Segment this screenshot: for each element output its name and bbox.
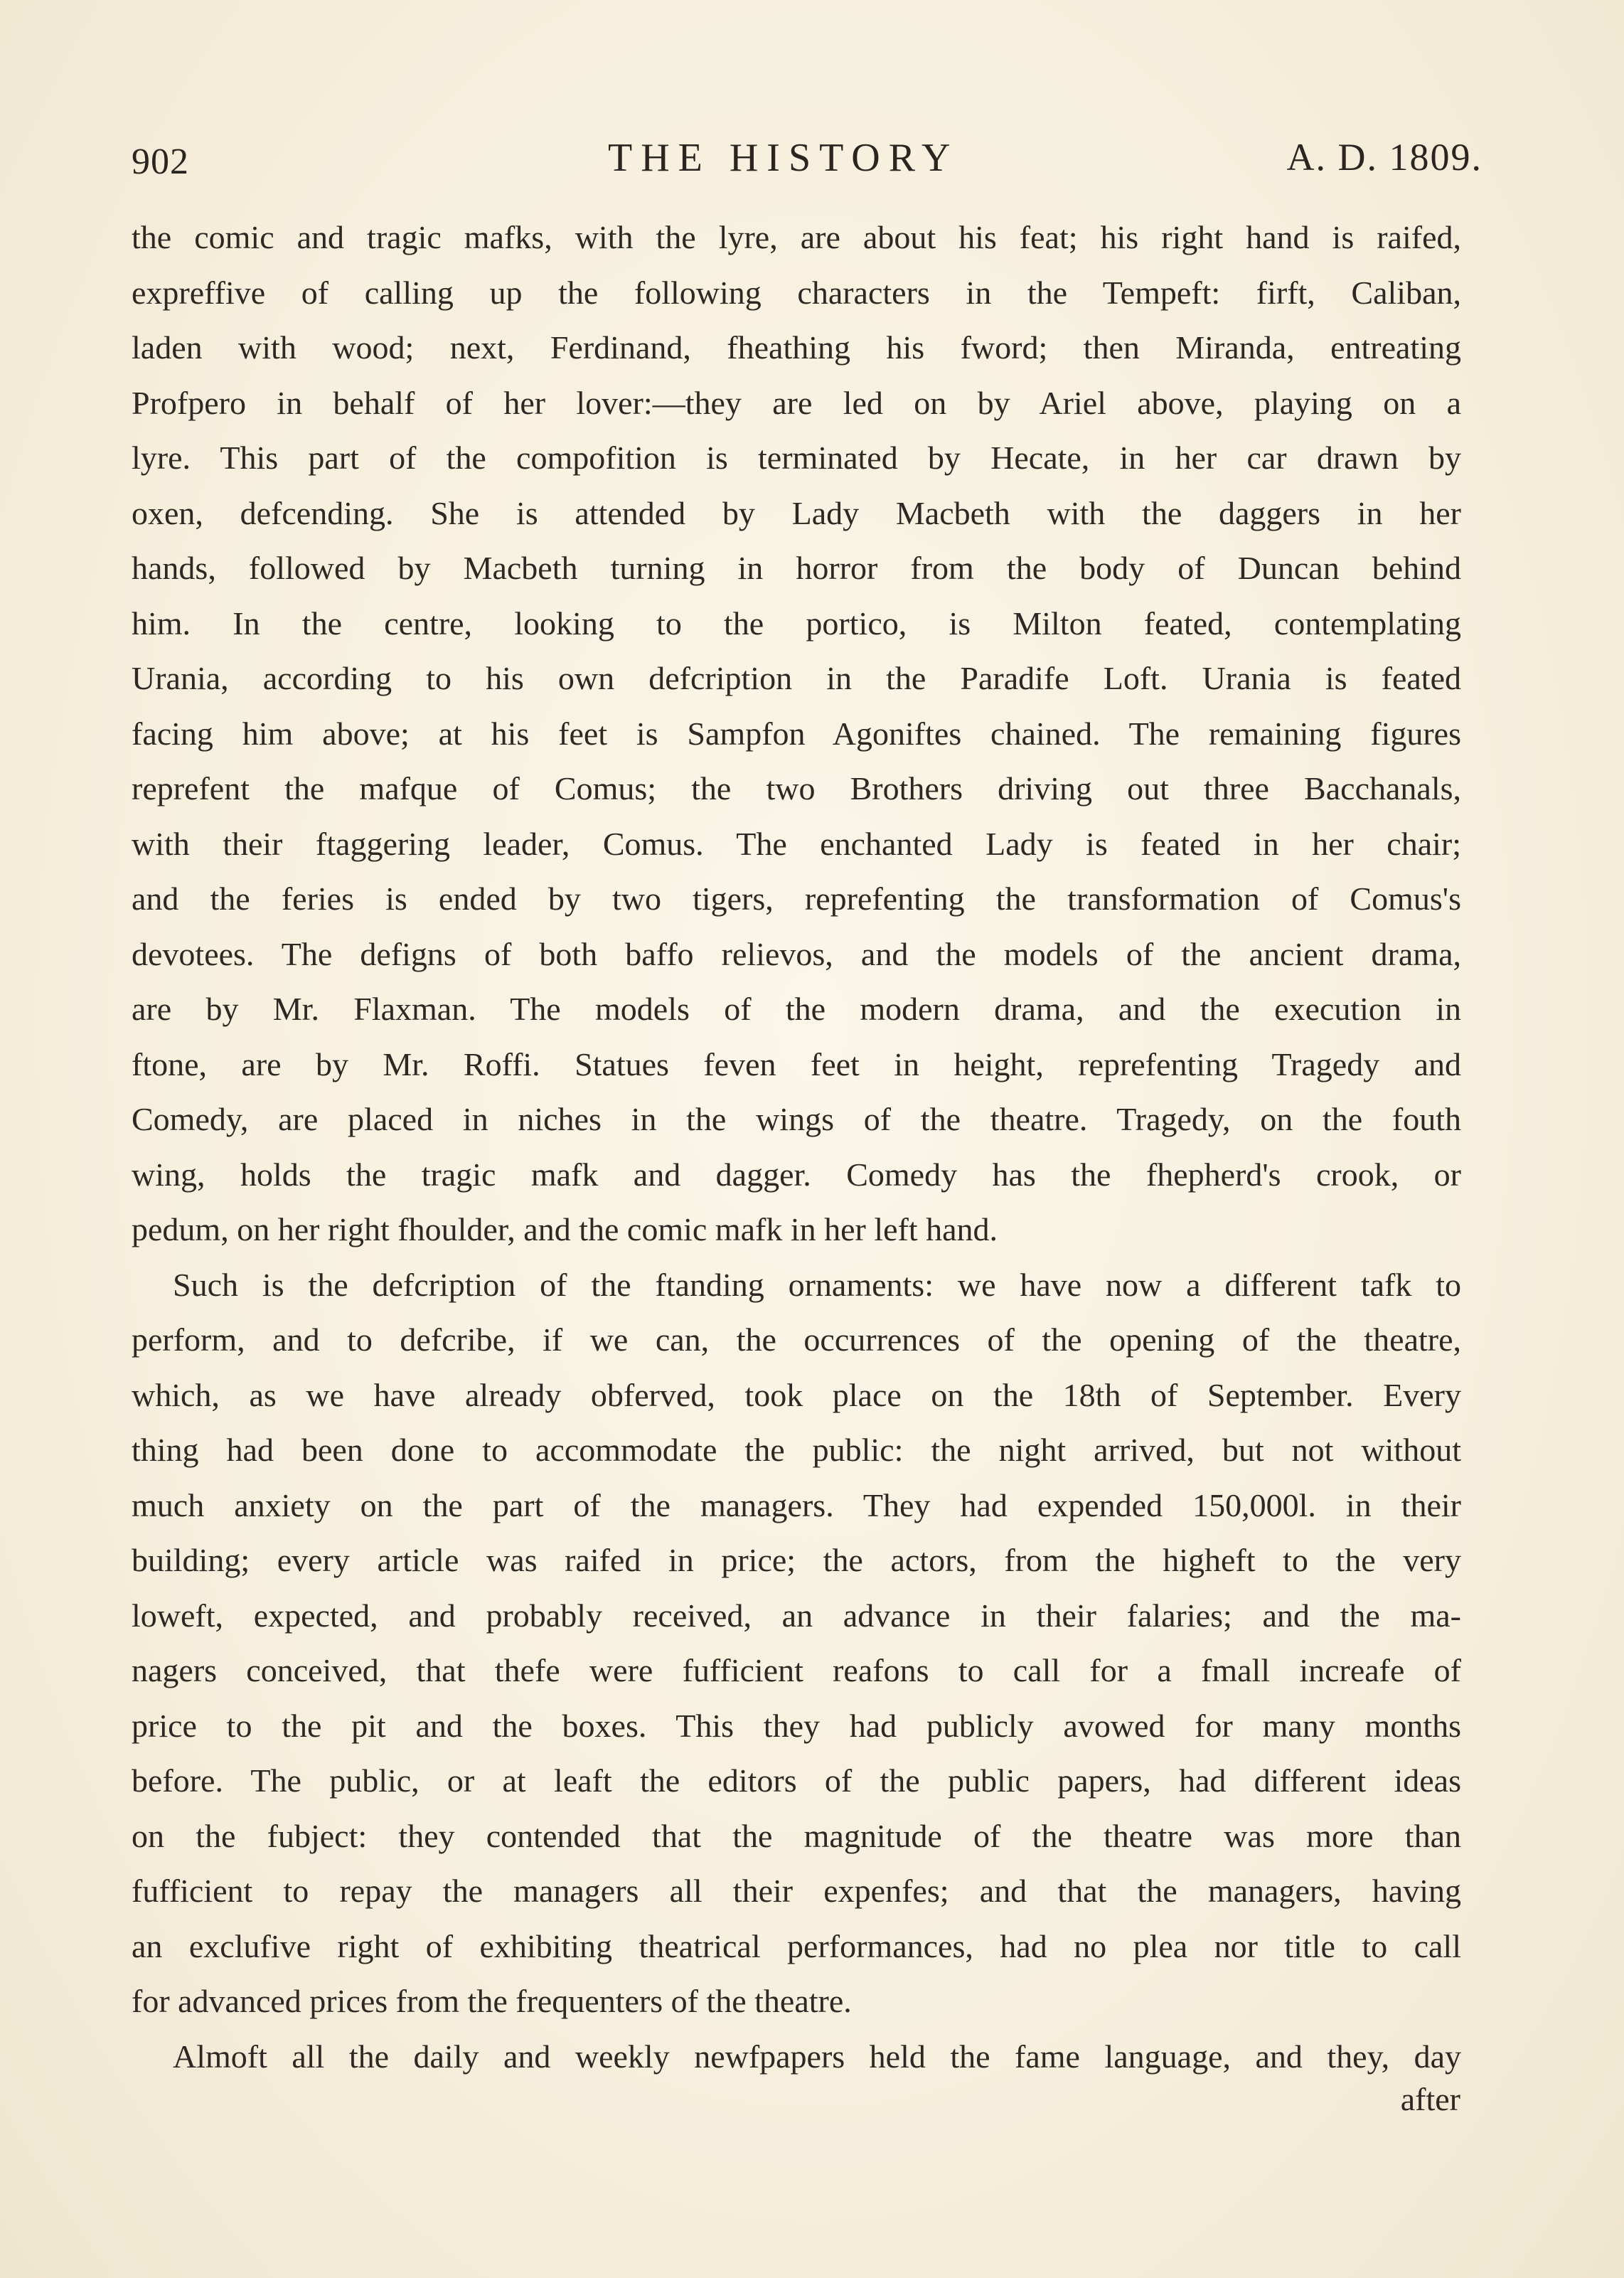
text-line: and the feries is ended by two tigers, reprefenting the transformation of Comus's <box>132 880 1461 917</box>
text-line: on the fubject: they contended that the magnitude of the theatre was more than <box>132 1817 1461 1854</box>
running-date: A. D. 1809. <box>1286 136 1483 179</box>
text-line: facing him above; at his feet is Sampfon Agoniftes chained. The remaining figures <box>132 715 1461 752</box>
text-line: hands, followed by Macbeth turning in horror from the body of Duncan behind <box>132 550 1461 586</box>
text-line: thing had been done to accommodate the public: the night arrived, but not without <box>132 1432 1461 1468</box>
text-line: nagers conceived, that thefe were fufficient reafons to call for a fmall increafe of <box>132 1652 1461 1688</box>
text-line: Almoft all the daily and weekly newfpapers held the fame language, and they, day <box>173 2038 1461 2075</box>
text-line: laden with wood; next, Ferdinand, fheathing his fword; then Miranda, entreating <box>132 329 1461 366</box>
text-line: much anxiety on the part of the managers. They had expended 150,000l. in their <box>132 1486 1461 1523</box>
text-line: for advanced prices from the frequenters of the theatre. <box>132 1983 852 2019</box>
body-text <box>132 210 1461 2084</box>
paragraph <box>132 1257 1461 2029</box>
running-title: THE HISTORY <box>608 136 959 180</box>
text-line: the comic and tragic mafks, with the lyre, are about his feat; his right hand is raifed, <box>132 219 1461 255</box>
text-line: Urania, according to his own defcription in the Paradife Loft. Urania is feated <box>132 660 1461 696</box>
text-line: are by Mr. Flaxman. The models of the modern drama, and the execution in <box>132 991 1461 1027</box>
text-line: with their ftaggering leader, Comus. The enchanted Lady is feated in her chair; <box>132 825 1461 862</box>
text-line: fufficient to repay the managers all their expenfes; and that the managers, having <box>132 1873 1461 1909</box>
text-line: oxen, defcending. She is attended by Lady Macbeth with the daggers in her <box>132 494 1461 531</box>
text-line: Such is the defcription of the ftanding ornaments: we have now a different tafk to <box>173 1266 1461 1303</box>
text-line: perform, and to defcribe, if we can, the occurrences of the opening of the theatre, <box>132 1321 1461 1358</box>
text-line: wing, holds the tragic mafk and dagger. Comedy has the fhepherd's crook, or <box>132 1156 1461 1193</box>
running-head <box>132 135 1483 185</box>
paragraph <box>132 2029 1461 2085</box>
page-number: 902 <box>132 142 189 182</box>
text-line: Profpero in behalf of her lover:—they are led on by Ariel above, playing on a <box>132 384 1461 421</box>
text-line: loweft, expected, and probably received, an advance in their falaries; and the ma- <box>132 1597 1461 1634</box>
text-line: Comedy, are placed in niches in the wings of the theatre. Tragedy, on the fouth <box>132 1101 1461 1137</box>
text-line: reprefent the mafque of Comus; the two Brothers driving out three Bacchanals, <box>132 770 1461 807</box>
text-line: before. The public, or at leaft the editors of the public papers, had different ideas <box>132 1762 1461 1799</box>
text-line: ftone, are by Mr. Roffi. Statues feven feet in height, reprefenting Tragedy and <box>132 1045 1461 1082</box>
text-line: an exclufive right of exhibiting theatrical performances, had no plea nor title to call <box>132 1927 1461 1964</box>
text-line: price to the pit and the boxes. This they had publicly avowed for many months <box>132 1707 1461 1744</box>
text-line: building; every article was raifed in price; the actors, from the higheft to the very <box>132 1542 1461 1578</box>
text-line: lyre. This part of the compofition is terminated by Hecate, in her car drawn by <box>132 440 1461 476</box>
text-line: him. In the centre, looking to the portico, is Milton feated, contemplating <box>132 605 1461 642</box>
text-line: devotees. The defigns of both baffo relievos, and the models of the ancient drama, <box>132 935 1461 972</box>
paragraph <box>132 210 1461 1257</box>
text-line: which, as we have already obferved, took place on the 18th of September. Every <box>132 1376 1461 1413</box>
catchword: after <box>1400 2081 1460 2117</box>
text-line: expreffive of calling up the following characters in the Tempeft: firft, Caliban, <box>132 274 1461 311</box>
text-line: pedum, on her right fhoulder, and the comic mafk in her left hand. <box>132 1211 998 1247</box>
